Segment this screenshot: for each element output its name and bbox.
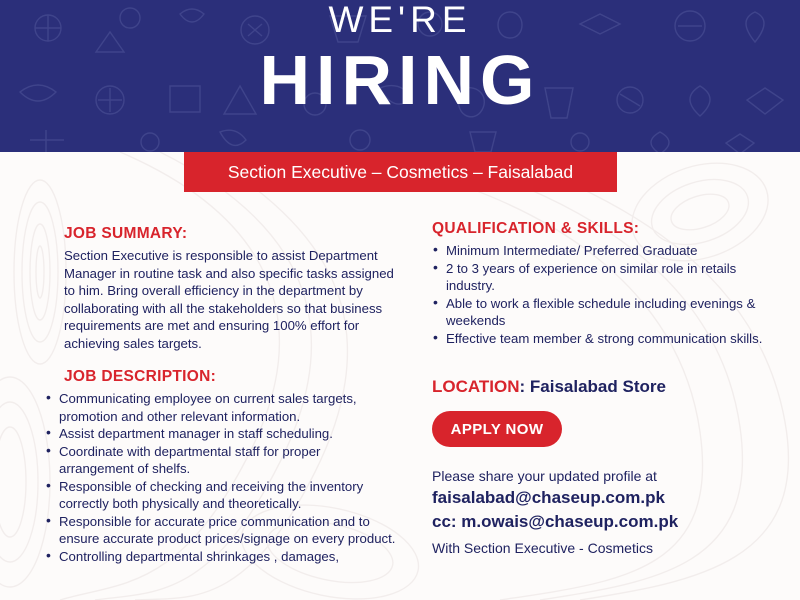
job-title-bar: Section Executive – Cosmetics – Faisalabad <box>184 152 617 192</box>
list-item: • Responsible for accurate price communication and to ensure accurate product prices/signage on every product. <box>42 513 397 548</box>
with-subject-line: With Section Executive - Cosmetics <box>432 540 653 556</box>
job-description-heading: JOB DESCRIPTION: <box>64 368 217 385</box>
share-profile-text: Please share your updated profile at <box>432 468 657 484</box>
list-item: • Responsible of checking and receiving the inventory correctly both physically and theoretically. <box>42 478 397 513</box>
hiring-banner <box>0 0 800 152</box>
list-item: • Assist department manager in staff scheduling. <box>42 425 397 443</box>
list-item: • Able to work a flexible schedule including evenings & weekends <box>432 295 772 330</box>
banner-text-block <box>0 0 800 119</box>
email-primary[interactable]: faisalabad@chaseup.com.pk <box>432 488 665 507</box>
list-item: • Coordinate with departmental staff for proper arrangement of shelfs. <box>42 443 397 478</box>
location-value: : Faisalabad Store <box>519 377 666 396</box>
email-cc[interactable]: cc: m.owais@chaseup.com.pk <box>432 512 679 531</box>
right-content-column <box>432 220 772 556</box>
list-item: • Controlling departmental shrinkages , damages, <box>42 548 397 566</box>
qualification-heading: QUALIFICATION & SKILLS: <box>432 220 640 237</box>
location-label: LOCATION <box>432 377 520 396</box>
list-item: • Minimum Intermediate/ Preferred Graduate <box>432 242 772 260</box>
banner-line-hiring: HIRING <box>259 41 541 119</box>
job-description-list <box>42 390 397 565</box>
list-item: • 2 to 3 years of experience on similar role in retails industry. <box>432 260 772 295</box>
job-summary-heading: JOB SUMMARY: <box>64 225 188 242</box>
apply-now-button[interactable]: APPLY NOW <box>432 411 562 447</box>
location-line <box>432 377 772 397</box>
list-item: • Effective team member & strong communication skills. <box>432 330 772 348</box>
list-item: • Communicating employee on current sales targets, promotion and other relevant information. <box>42 390 397 425</box>
qualification-list <box>432 242 772 347</box>
left-content-column <box>42 225 397 565</box>
job-summary-text: Section Executive is responsible to assist Department Manager in routine task and also specific tasks assigned to him. Bring overall efficiency in the department by collaborating with all the stakeholders so that business requirements are met and ensuring 100% effort for achieving sales targets. <box>64 248 394 351</box>
banner-line-were: WE'RE <box>328 0 472 40</box>
